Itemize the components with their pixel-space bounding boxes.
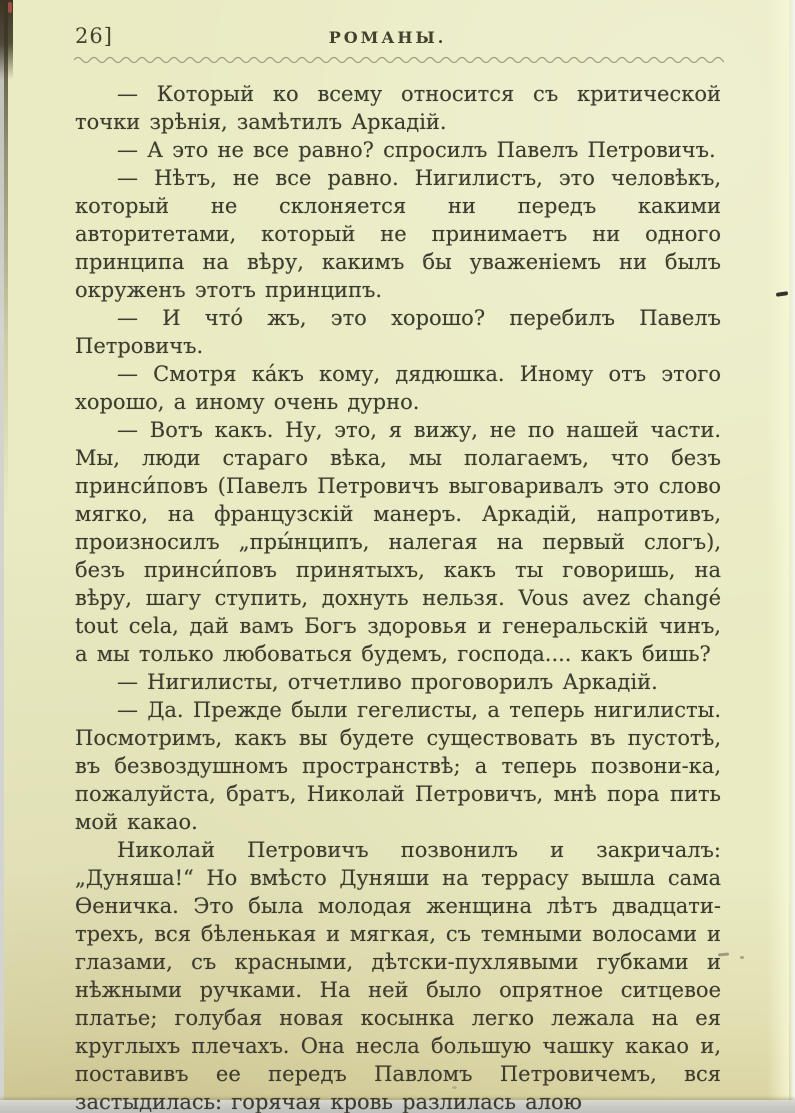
ornamental-wavy-rule bbox=[74, 55, 724, 63]
paragraph: — И чтó жъ, это хорошо? перебилъ Павелъ Петровичъ. bbox=[75, 306, 721, 358]
text-block bbox=[75, 80, 721, 1113]
paragraph: — Смотря кáкъ кому, дядюшка. Иному отъ этого хорошо, а иному очень дурно. bbox=[75, 362, 721, 414]
page-right-edge bbox=[789, 0, 795, 1113]
paragraph: — Вотъ какъ. Ну, это, я вижу, не по нашей части. Мы, люди стараго вѣка, мы полагаемъ, что безъ принси́повъ (Павелъ Петровичъ выговаривалъ это слово мягко, на французскій манеръ. Аркадій, напротивъ, произносилъ „пры́нципъ, налегая на первый слогъ), безъ принси́повъ принятыхъ, какъ ты говоришь, на вѣру, шагу ступить, дохнуть нельзя. Vous avez changé tout cela, дай вамъ Богъ здоровья и генеральскій чинъ, а мы только любоваться будемъ, господа.... какъ бишь? bbox=[75, 418, 721, 666]
paragraph: — Нѣтъ, не все равно. Нигилистъ, это человѣкъ, который не склоняется ни передъ какими авторитетами, который не принимаетъ ни одного принципа на вѣру, какимъ бы уваженіемъ ни былъ окруженъ этотъ принципъ. bbox=[75, 166, 721, 302]
paragraph: — А это не все равно? спросилъ Павелъ Петровичъ. bbox=[117, 138, 716, 162]
smudge-dot bbox=[740, 956, 744, 959]
paragraph: — Да. Прежде были гегелисты, а теперь нигилисты. Посмотримъ, какъ вы будете существовать въ пустотѣ, въ безвоздушномъ пространствѣ; а теперь позвони-ка, пожалуйста, братъ, Николай Петровичъ, мнѣ пора пить мой какао. bbox=[75, 698, 721, 834]
paragraph: — Нигилисты, отчетливо проговорилъ Аркадій. bbox=[117, 670, 658, 694]
paragraph: — Который ко всему относится съ критической точки зрѣнія, замѣтилъ Аркадій. bbox=[75, 82, 721, 134]
running-title: РОМАНЫ. bbox=[328, 28, 447, 47]
paragraph: Николай Петровичъ позвонилъ и закричалъ: „Дуняша!“ Но вмѣсто Дуняши на террасу вышла сама Ѳеничка. Это была молодая женщина лѣтъ двадцати-трехъ, вся бѣленькая и мягкая, съ темными волосами и глазами, съ красными, дѣтски-пухлявыми губками и нѣжными ручками. На ней было опрятное ситцевое платье; голубая новая косынка легко лежала на ея круглыхъ плечахъ. Она несла большую чашку какао и, поставивъ ее передъ Павломъ Петровичемъ, вся застыдилась: горячая кровь разлилась алою bbox=[75, 838, 721, 1113]
page-right-highlight bbox=[767, 0, 789, 1113]
red-speck-mark bbox=[8, 2, 12, 13]
page-number: 26] bbox=[75, 24, 113, 48]
page-header bbox=[75, 24, 720, 52]
